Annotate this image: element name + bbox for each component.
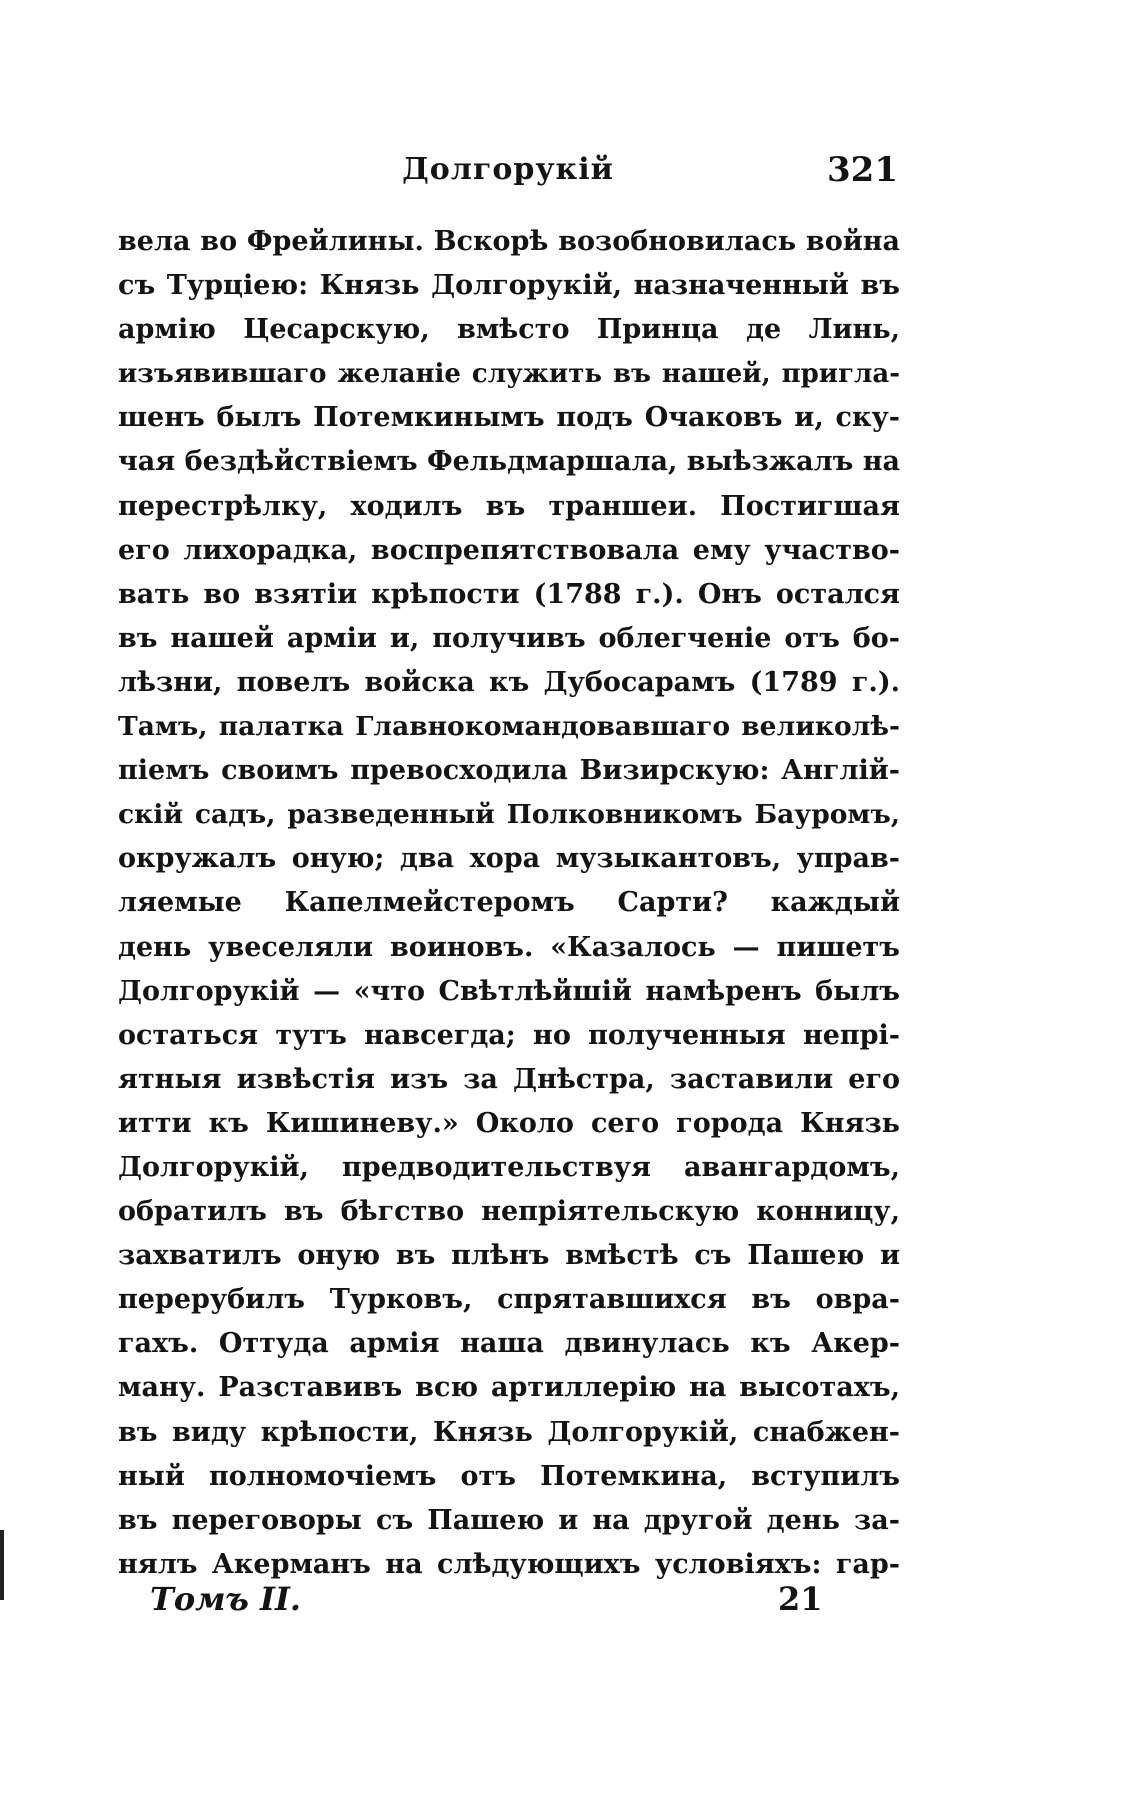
text-line: ляемые Капелмейстеромъ Сарти? каждый: [118, 887, 900, 919]
text-line: ману. Разставивъ всю артиллерію на высотахъ,: [118, 1372, 900, 1404]
text-line: перестрѣлку, ходилъ въ траншеи. Постигшая: [118, 490, 900, 522]
text-line: ный полномочіемъ отъ Потемкина, вступилъ: [118, 1460, 900, 1492]
text-line: армію Цесарскую, вмѣсто Принца де Линь,: [118, 314, 900, 346]
text-line: чая бездѣйствіемъ Фельдмаршала, выѣзжалъ на: [118, 446, 900, 478]
text-line: Тамъ, палатка Главнокомандовавшаго великолѣ-: [118, 711, 900, 743]
text-line: піемъ своимъ превосходила Визирскую: Англій-: [118, 755, 900, 787]
text-line: въ виду крѣпости, Князь Долгорукій, снабжен-: [118, 1416, 900, 1448]
running-head: Долгорукій: [402, 152, 614, 187]
text-line: перерубилъ Турковъ, спрятавшихся въ овра-: [118, 1284, 900, 1316]
text-line: съ Турціею: Князь Долгорукій, назначенный въ: [118, 270, 900, 302]
text-line: обратилъ въ бѣгство непріятельскую конницу,: [118, 1196, 900, 1228]
body-text: [118, 220, 900, 1587]
text-line: лѣзни, повелъ войска къ Дубосарамъ (1789 г.).: [118, 666, 900, 698]
text-line: Долгорукій — «что Свѣтлѣйшій намѣренъ былъ: [118, 975, 900, 1007]
text-line: вела во Фрейлины. Вскорѣ возобновилась война: [118, 226, 900, 257]
page-number: 321: [827, 150, 898, 190]
text-line: въ нашей арміи и, получивъ облегченіе отъ бо-: [118, 622, 900, 654]
text-line: гахъ. Оттуда армія наша двинулась къ Акер-: [118, 1328, 900, 1360]
page-header: [118, 150, 898, 196]
text-line: остаться тутъ навсегда; но полученныя непрі-: [118, 1019, 900, 1051]
text-line: Долгорукій, предводительствуя авангардомъ,: [118, 1151, 900, 1183]
text-line: итти къ Кишиневу.» Около сего города Князь: [118, 1107, 900, 1139]
text-line: его лихорадка, воспрепятствовала ему участво-: [118, 534, 900, 566]
text-line: вать во взятіи крѣпости (1788 г.). Онъ остался: [118, 578, 900, 610]
scan-edge-mark: [0, 1530, 4, 1600]
volume-label: Томъ II.: [150, 1580, 302, 1618]
text-line: скій садъ, разведенный Полковникомъ Бауромъ,: [118, 799, 900, 831]
text-line: ятныя извѣстія изъ за Днѣстра, заставили его: [118, 1063, 900, 1095]
signature-mark: 21: [778, 1580, 823, 1618]
text-line: шенъ былъ Потемкинымъ подъ Очаковъ и, ску-: [118, 402, 900, 434]
text-line: захватилъ оную въ плѣнъ вмѣстѣ съ Пашею и: [118, 1240, 900, 1272]
text-line: нялъ Акерманъ на слѣдующихъ условіяхъ: гар-: [118, 1548, 900, 1580]
page-footer: [118, 1580, 900, 1630]
text-line: день увеселяли воиновъ. «Казалось — пишетъ: [118, 931, 900, 963]
text-line: въ переговоры съ Пашею и на другой день за-: [118, 1504, 900, 1536]
text-line: окружалъ оную; два хора музыкантовъ, управ-: [118, 843, 900, 875]
text-line: изъявившаго желаніе служить въ нашей, пригла-: [118, 359, 900, 390]
